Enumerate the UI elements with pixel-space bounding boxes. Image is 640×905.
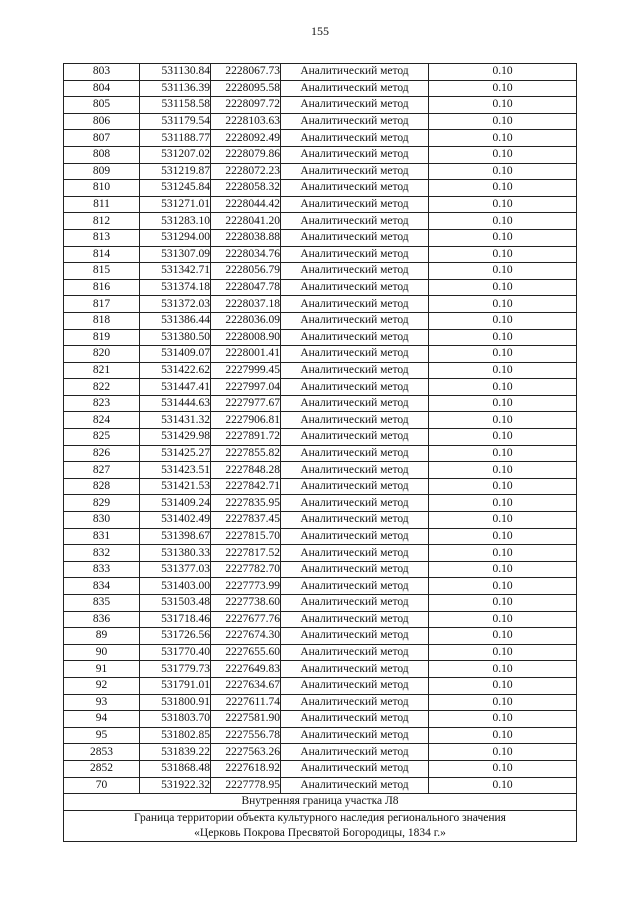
method-cell: Аналитический метод bbox=[281, 528, 429, 545]
x-coordinate: 531868.48 bbox=[140, 760, 211, 777]
error-cell: 0.10 bbox=[429, 263, 577, 280]
y-coordinate: 2227738.60 bbox=[211, 595, 281, 612]
table-row bbox=[64, 512, 577, 529]
method-cell: Аналитический метод bbox=[281, 578, 429, 595]
x-coordinate: 531179.54 bbox=[140, 113, 211, 130]
y-coordinate: 2227837.45 bbox=[211, 512, 281, 529]
point-number: 813 bbox=[64, 229, 140, 246]
y-coordinate: 2228008.90 bbox=[211, 329, 281, 346]
footer-cell bbox=[64, 810, 577, 841]
x-coordinate: 531271.01 bbox=[140, 196, 211, 213]
method-cell: Аналитический метод bbox=[281, 346, 429, 363]
error-cell: 0.10 bbox=[429, 711, 577, 728]
table-row bbox=[64, 229, 577, 246]
table-row bbox=[64, 146, 577, 163]
method-cell: Аналитический метод bbox=[281, 412, 429, 429]
method-cell: Аналитический метод bbox=[281, 130, 429, 147]
y-coordinate: 2227773.99 bbox=[211, 578, 281, 595]
x-coordinate: 531423.51 bbox=[140, 462, 211, 479]
table-row bbox=[64, 628, 577, 645]
method-cell: Аналитический метод bbox=[281, 329, 429, 346]
error-cell: 0.10 bbox=[429, 80, 577, 97]
y-coordinate: 2228036.09 bbox=[211, 312, 281, 329]
point-number: 809 bbox=[64, 163, 140, 180]
point-number: 95 bbox=[64, 727, 140, 744]
point-number: 92 bbox=[64, 677, 140, 694]
y-coordinate: 2227655.60 bbox=[211, 644, 281, 661]
point-number: 94 bbox=[64, 711, 140, 728]
point-number: 824 bbox=[64, 412, 140, 429]
y-coordinate: 2227997.04 bbox=[211, 379, 281, 396]
method-cell: Аналитический метод bbox=[281, 512, 429, 529]
method-cell: Аналитический метод bbox=[281, 760, 429, 777]
method-cell: Аналитический метод bbox=[281, 362, 429, 379]
point-number: 825 bbox=[64, 429, 140, 446]
table-row bbox=[64, 545, 577, 562]
point-number: 820 bbox=[64, 346, 140, 363]
error-cell: 0.10 bbox=[429, 760, 577, 777]
x-coordinate: 531158.58 bbox=[140, 97, 211, 114]
table-row bbox=[64, 246, 577, 263]
x-coordinate: 531409.07 bbox=[140, 346, 211, 363]
table-row bbox=[64, 445, 577, 462]
method-cell: Аналитический метод bbox=[281, 229, 429, 246]
y-coordinate: 2228067.73 bbox=[211, 64, 281, 81]
y-coordinate: 2227999.45 bbox=[211, 362, 281, 379]
y-coordinate: 2228056.79 bbox=[211, 263, 281, 280]
error-cell: 0.10 bbox=[429, 130, 577, 147]
error-cell: 0.10 bbox=[429, 329, 577, 346]
point-number: 819 bbox=[64, 329, 140, 346]
point-number: 822 bbox=[64, 379, 140, 396]
point-number: 826 bbox=[64, 445, 140, 462]
x-coordinate: 531372.03 bbox=[140, 296, 211, 313]
error-cell: 0.10 bbox=[429, 196, 577, 213]
x-coordinate: 531803.70 bbox=[140, 711, 211, 728]
error-cell: 0.10 bbox=[429, 528, 577, 545]
point-number: 828 bbox=[64, 478, 140, 495]
method-cell: Аналитический метод bbox=[281, 545, 429, 562]
x-coordinate: 531188.77 bbox=[140, 130, 211, 147]
table-row bbox=[64, 80, 577, 97]
x-coordinate: 531791.01 bbox=[140, 677, 211, 694]
table-row bbox=[64, 97, 577, 114]
table-row bbox=[64, 595, 577, 612]
point-number: 810 bbox=[64, 180, 140, 197]
table-row bbox=[64, 495, 577, 512]
footer-line-2: «Церковь Покрова Пресвятой Богородицы, 1834 г.» bbox=[194, 826, 446, 839]
y-coordinate: 2227848.28 bbox=[211, 462, 281, 479]
error-cell: 0.10 bbox=[429, 246, 577, 263]
x-coordinate: 531342.71 bbox=[140, 263, 211, 280]
point-number: 91 bbox=[64, 661, 140, 678]
x-coordinate: 531294.00 bbox=[140, 229, 211, 246]
y-coordinate: 2227977.67 bbox=[211, 395, 281, 412]
point-number: 93 bbox=[64, 694, 140, 711]
point-number: 834 bbox=[64, 578, 140, 595]
x-coordinate: 531409.24 bbox=[140, 495, 211, 512]
point-number: 803 bbox=[64, 64, 140, 81]
method-cell: Аналитический метод bbox=[281, 711, 429, 728]
error-cell: 0.10 bbox=[429, 561, 577, 578]
x-coordinate: 531403.00 bbox=[140, 578, 211, 595]
y-coordinate: 2228092.49 bbox=[211, 130, 281, 147]
method-cell: Аналитический метод bbox=[281, 744, 429, 761]
table-row bbox=[64, 661, 577, 678]
coordinates-table bbox=[63, 63, 577, 842]
x-coordinate: 531770.40 bbox=[140, 644, 211, 661]
x-coordinate: 531444.63 bbox=[140, 395, 211, 412]
y-coordinate: 2227556.78 bbox=[211, 727, 281, 744]
x-coordinate: 531800.91 bbox=[140, 694, 211, 711]
error-cell: 0.10 bbox=[429, 180, 577, 197]
x-coordinate: 531421.53 bbox=[140, 478, 211, 495]
method-cell: Аналитический метод bbox=[281, 312, 429, 329]
error-cell: 0.10 bbox=[429, 346, 577, 363]
table-row bbox=[64, 64, 577, 81]
point-number: 818 bbox=[64, 312, 140, 329]
table-row bbox=[64, 528, 577, 545]
x-coordinate: 531136.39 bbox=[140, 80, 211, 97]
y-coordinate: 2227778.95 bbox=[211, 777, 281, 794]
y-coordinate: 2227835.95 bbox=[211, 495, 281, 512]
point-number: 833 bbox=[64, 561, 140, 578]
y-coordinate: 2228034.76 bbox=[211, 246, 281, 263]
table-row bbox=[64, 180, 577, 197]
y-coordinate: 2228079.86 bbox=[211, 146, 281, 163]
x-coordinate: 531402.49 bbox=[140, 512, 211, 529]
point-number: 89 bbox=[64, 628, 140, 645]
x-coordinate: 531386.44 bbox=[140, 312, 211, 329]
point-number: 831 bbox=[64, 528, 140, 545]
point-number: 805 bbox=[64, 97, 140, 114]
error-cell: 0.10 bbox=[429, 777, 577, 794]
error-cell: 0.10 bbox=[429, 395, 577, 412]
table-row bbox=[64, 296, 577, 313]
error-cell: 0.10 bbox=[429, 296, 577, 313]
method-cell: Аналитический метод bbox=[281, 263, 429, 280]
table-row bbox=[64, 412, 577, 429]
method-cell: Аналитический метод bbox=[281, 445, 429, 462]
method-cell: Аналитический метод bbox=[281, 727, 429, 744]
error-cell: 0.10 bbox=[429, 727, 577, 744]
x-coordinate: 531377.03 bbox=[140, 561, 211, 578]
y-coordinate: 2227815.70 bbox=[211, 528, 281, 545]
y-coordinate: 2228072.23 bbox=[211, 163, 281, 180]
x-coordinate: 531779.73 bbox=[140, 661, 211, 678]
method-cell: Аналитический метод bbox=[281, 462, 429, 479]
coordinates-table-body bbox=[64, 64, 577, 794]
method-cell: Аналитический метод bbox=[281, 694, 429, 711]
error-cell: 0.10 bbox=[429, 97, 577, 114]
y-coordinate: 2227782.70 bbox=[211, 561, 281, 578]
error-cell: 0.10 bbox=[429, 113, 577, 130]
table-row bbox=[64, 429, 577, 446]
table-row bbox=[64, 213, 577, 230]
table-row bbox=[64, 711, 577, 728]
error-cell: 0.10 bbox=[429, 478, 577, 495]
error-cell: 0.10 bbox=[429, 545, 577, 562]
y-coordinate: 2228037.18 bbox=[211, 296, 281, 313]
point-number: 2852 bbox=[64, 760, 140, 777]
table-row bbox=[64, 611, 577, 628]
x-coordinate: 531922.32 bbox=[140, 777, 211, 794]
point-number: 827 bbox=[64, 462, 140, 479]
x-coordinate: 531718.46 bbox=[140, 611, 211, 628]
table-row bbox=[64, 362, 577, 379]
method-cell: Аналитический метод bbox=[281, 777, 429, 794]
y-coordinate: 2227674.30 bbox=[211, 628, 281, 645]
x-coordinate: 531398.67 bbox=[140, 528, 211, 545]
inner-boundary-label: Внутренняя граница участка Л8 bbox=[64, 794, 577, 811]
y-coordinate: 2228095.58 bbox=[211, 80, 281, 97]
x-coordinate: 531380.50 bbox=[140, 329, 211, 346]
method-cell: Аналитический метод bbox=[281, 395, 429, 412]
x-coordinate: 531245.84 bbox=[140, 180, 211, 197]
point-number: 804 bbox=[64, 80, 140, 97]
point-number: 829 bbox=[64, 495, 140, 512]
method-cell: Аналитический метод bbox=[281, 97, 429, 114]
point-number: 823 bbox=[64, 395, 140, 412]
error-cell: 0.10 bbox=[429, 495, 577, 512]
footer-row bbox=[64, 810, 577, 841]
method-cell: Аналитический метод bbox=[281, 180, 429, 197]
table-row bbox=[64, 196, 577, 213]
error-cell: 0.10 bbox=[429, 279, 577, 296]
method-cell: Аналитический метод bbox=[281, 379, 429, 396]
point-number: 836 bbox=[64, 611, 140, 628]
x-coordinate: 531219.87 bbox=[140, 163, 211, 180]
error-cell: 0.10 bbox=[429, 312, 577, 329]
table-row bbox=[64, 462, 577, 479]
method-cell: Аналитический метод bbox=[281, 661, 429, 678]
table-row bbox=[64, 130, 577, 147]
method-cell: Аналитический метод bbox=[281, 80, 429, 97]
point-number: 90 bbox=[64, 644, 140, 661]
error-cell: 0.10 bbox=[429, 694, 577, 711]
method-cell: Аналитический метод bbox=[281, 196, 429, 213]
method-cell: Аналитический метод bbox=[281, 246, 429, 263]
table-row bbox=[64, 263, 577, 280]
y-coordinate: 2228001.41 bbox=[211, 346, 281, 363]
y-coordinate: 2227618.92 bbox=[211, 760, 281, 777]
error-cell: 0.10 bbox=[429, 578, 577, 595]
method-cell: Аналитический метод bbox=[281, 146, 429, 163]
table-row bbox=[64, 379, 577, 396]
inner-boundary-row bbox=[64, 794, 577, 811]
x-coordinate: 531283.10 bbox=[140, 213, 211, 230]
point-number: 832 bbox=[64, 545, 140, 562]
y-coordinate: 2227891.72 bbox=[211, 429, 281, 446]
error-cell: 0.10 bbox=[429, 595, 577, 612]
point-number: 835 bbox=[64, 595, 140, 612]
x-coordinate: 531839.22 bbox=[140, 744, 211, 761]
y-coordinate: 2228047.78 bbox=[211, 279, 281, 296]
method-cell: Аналитический метод bbox=[281, 495, 429, 512]
error-cell: 0.10 bbox=[429, 628, 577, 645]
method-cell: Аналитический метод bbox=[281, 628, 429, 645]
error-cell: 0.10 bbox=[429, 213, 577, 230]
y-coordinate: 2227634.67 bbox=[211, 677, 281, 694]
method-cell: Аналитический метод bbox=[281, 213, 429, 230]
point-number: 807 bbox=[64, 130, 140, 147]
x-coordinate: 531207.02 bbox=[140, 146, 211, 163]
error-cell: 0.10 bbox=[429, 412, 577, 429]
method-cell: Аналитический метод bbox=[281, 113, 429, 130]
table-row bbox=[64, 694, 577, 711]
error-cell: 0.10 bbox=[429, 64, 577, 81]
method-cell: Аналитический метод bbox=[281, 429, 429, 446]
x-coordinate: 531802.85 bbox=[140, 727, 211, 744]
x-coordinate: 531380.33 bbox=[140, 545, 211, 562]
point-number: 811 bbox=[64, 196, 140, 213]
method-cell: Аналитический метод bbox=[281, 677, 429, 694]
point-number: 815 bbox=[64, 263, 140, 280]
table-row bbox=[64, 578, 577, 595]
x-coordinate: 531447.41 bbox=[140, 379, 211, 396]
method-cell: Аналитический метод bbox=[281, 296, 429, 313]
error-cell: 0.10 bbox=[429, 379, 577, 396]
table-row bbox=[64, 312, 577, 329]
method-cell: Аналитический метод bbox=[281, 611, 429, 628]
table-row bbox=[64, 561, 577, 578]
error-cell: 0.10 bbox=[429, 229, 577, 246]
y-coordinate: 2228041.20 bbox=[211, 213, 281, 230]
x-coordinate: 531130.84 bbox=[140, 64, 211, 81]
x-coordinate: 531422.62 bbox=[140, 362, 211, 379]
point-number: 814 bbox=[64, 246, 140, 263]
point-number: 830 bbox=[64, 512, 140, 529]
table-row bbox=[64, 727, 577, 744]
error-cell: 0.10 bbox=[429, 362, 577, 379]
point-number: 817 bbox=[64, 296, 140, 313]
y-coordinate: 2227581.90 bbox=[211, 711, 281, 728]
table-row bbox=[64, 279, 577, 296]
x-coordinate: 531503.48 bbox=[140, 595, 211, 612]
method-cell: Аналитический метод bbox=[281, 561, 429, 578]
error-cell: 0.10 bbox=[429, 462, 577, 479]
point-number: 2853 bbox=[64, 744, 140, 761]
method-cell: Аналитический метод bbox=[281, 163, 429, 180]
page-number: 155 bbox=[311, 24, 329, 38]
table-row bbox=[64, 346, 577, 363]
point-number: 70 bbox=[64, 777, 140, 794]
error-cell: 0.10 bbox=[429, 661, 577, 678]
y-coordinate: 2227611.74 bbox=[211, 694, 281, 711]
error-cell: 0.10 bbox=[429, 445, 577, 462]
y-coordinate: 2227677.76 bbox=[211, 611, 281, 628]
point-number: 808 bbox=[64, 146, 140, 163]
error-cell: 0.10 bbox=[429, 744, 577, 761]
table-row bbox=[64, 644, 577, 661]
method-cell: Аналитический метод bbox=[281, 478, 429, 495]
table-row bbox=[64, 395, 577, 412]
table-row bbox=[64, 113, 577, 130]
error-cell: 0.10 bbox=[429, 146, 577, 163]
y-coordinate: 2228038.88 bbox=[211, 229, 281, 246]
y-coordinate: 2227817.52 bbox=[211, 545, 281, 562]
y-coordinate: 2227855.82 bbox=[211, 445, 281, 462]
x-coordinate: 531726.56 bbox=[140, 628, 211, 645]
y-coordinate: 2228044.42 bbox=[211, 196, 281, 213]
table-row bbox=[64, 744, 577, 761]
table-row bbox=[64, 478, 577, 495]
table-row bbox=[64, 677, 577, 694]
table-row bbox=[64, 760, 577, 777]
y-coordinate: 2228103.63 bbox=[211, 113, 281, 130]
table-row bbox=[64, 777, 577, 794]
method-cell: Аналитический метод bbox=[281, 279, 429, 296]
error-cell: 0.10 bbox=[429, 611, 577, 628]
footer-line-1: Граница территории объекта культурного наследия регионального значения bbox=[134, 811, 506, 824]
y-coordinate: 2227563.26 bbox=[211, 744, 281, 761]
point-number: 816 bbox=[64, 279, 140, 296]
error-cell: 0.10 bbox=[429, 429, 577, 446]
x-coordinate: 531374.18 bbox=[140, 279, 211, 296]
x-coordinate: 531307.09 bbox=[140, 246, 211, 263]
point-number: 821 bbox=[64, 362, 140, 379]
method-cell: Аналитический метод bbox=[281, 64, 429, 81]
y-coordinate: 2227649.83 bbox=[211, 661, 281, 678]
error-cell: 0.10 bbox=[429, 163, 577, 180]
method-cell: Аналитический метод bbox=[281, 644, 429, 661]
y-coordinate: 2228058.32 bbox=[211, 180, 281, 197]
error-cell: 0.10 bbox=[429, 677, 577, 694]
table-row bbox=[64, 163, 577, 180]
x-coordinate: 531425.27 bbox=[140, 445, 211, 462]
point-number: 806 bbox=[64, 113, 140, 130]
x-coordinate: 531429.98 bbox=[140, 429, 211, 446]
error-cell: 0.10 bbox=[429, 644, 577, 661]
y-coordinate: 2227906.81 bbox=[211, 412, 281, 429]
y-coordinate: 2228097.72 bbox=[211, 97, 281, 114]
point-number: 812 bbox=[64, 213, 140, 230]
error-cell: 0.10 bbox=[429, 512, 577, 529]
table-row bbox=[64, 329, 577, 346]
y-coordinate: 2227842.71 bbox=[211, 478, 281, 495]
x-coordinate: 531431.32 bbox=[140, 412, 211, 429]
method-cell: Аналитический метод bbox=[281, 595, 429, 612]
